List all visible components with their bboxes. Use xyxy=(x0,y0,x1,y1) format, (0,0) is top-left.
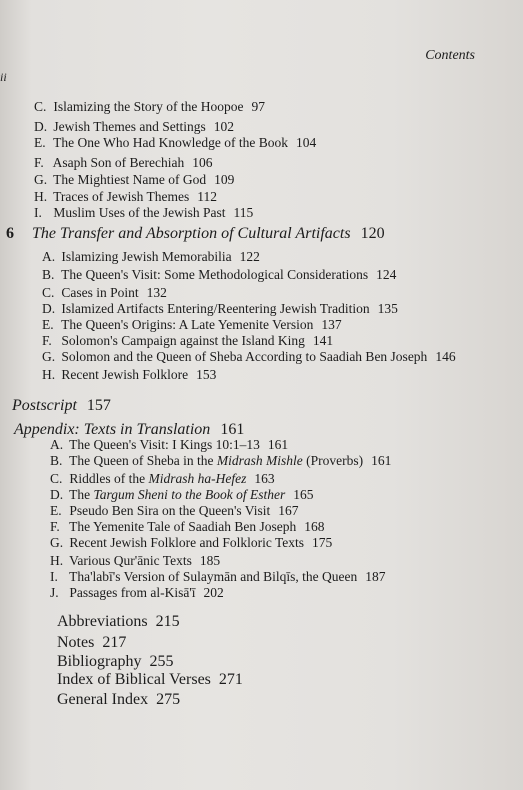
toc-entry: B. The Queen of Sheba in the Midrash Mishle (Proverbs) 161 xyxy=(50,453,392,468)
toc-entry: F. The Yemenite Tale of Saadiah Ben Joseph 168 xyxy=(50,519,325,534)
page-folio: ii xyxy=(0,70,7,84)
toc-entry: C. Riddles of the Midrash ha-Hefez 163 xyxy=(50,471,275,486)
toc-entry: F. Solomon's Campaign against the Island King 141 xyxy=(42,333,334,348)
toc-entry: C. Cases in Point 132 xyxy=(42,285,167,300)
backmatter-entry: Bibliography 255 xyxy=(57,653,174,670)
toc-entry: A. Islamizing Jewish Memorabilia 122 xyxy=(42,249,260,264)
toc-entry: H. Recent Jewish Folklore 153 xyxy=(42,367,217,382)
toc-entry: G. Solomon and the Queen of Sheba According to Saadiah Ben Joseph 146 xyxy=(42,349,456,364)
backmatter-entry: General Index 275 xyxy=(57,691,181,708)
toc-entry: F. Asaph Son of Berechiah 106 xyxy=(34,155,213,170)
postscript-heading: Postscript 157 xyxy=(12,397,111,414)
running-head: Contents xyxy=(425,48,475,63)
backmatter-entry: Abbreviations 215 xyxy=(57,613,180,630)
toc-entry: H. Various Qur'ānic Texts 185 xyxy=(50,553,221,568)
backmatter-entry: Index of Biblical Verses 271 xyxy=(57,671,243,688)
toc-entry: I. Muslim Uses of the Jewish Past 115 xyxy=(34,205,254,220)
toc-entry: A. The Queen's Visit: I Kings 10:1–13 161 xyxy=(50,437,289,452)
appendix-heading: Appendix: Texts in Translation 161 xyxy=(14,421,245,438)
toc-entry: J. Passages from al-Kisā'ī 202 xyxy=(50,585,224,600)
toc-entry: C. Islamizing the Story of the Hoopoe 97 xyxy=(34,99,265,114)
toc-entry: G. Recent Jewish Folklore and Folkloric Texts 175 xyxy=(50,535,333,550)
chapter-heading: 6 The Transfer and Absorption of Cultural Artifacts 120 xyxy=(6,225,385,242)
toc-entry: I. Tha'labī's Version of Sulaymān and Bilqīs, the Queen 187 xyxy=(50,569,386,584)
toc-entry: D. Islamized Artifacts Entering/Reentering Jewish Tradition 135 xyxy=(42,301,398,316)
backmatter-entry: Notes 217 xyxy=(57,634,127,651)
toc-entry: B. The Queen's Visit: Some Methodological Considerations 124 xyxy=(42,267,397,282)
toc-entry: E. Pseudo Ben Sira on the Queen's Visit 167 xyxy=(50,503,299,518)
toc-entry: E. The Queen's Origins: A Late Yemenite Version 137 xyxy=(42,317,342,332)
toc-entry: H. Traces of Jewish Themes 112 xyxy=(34,189,217,204)
toc-entry: D. The Targum Sheni to the Book of Esther 165 xyxy=(50,487,314,502)
toc-entry: G. The Mightiest Name of God 109 xyxy=(34,172,235,187)
toc-entry: D. Jewish Themes and Settings 102 xyxy=(34,119,234,134)
toc-entry: E. The One Who Had Knowledge of the Book 104 xyxy=(34,135,317,150)
